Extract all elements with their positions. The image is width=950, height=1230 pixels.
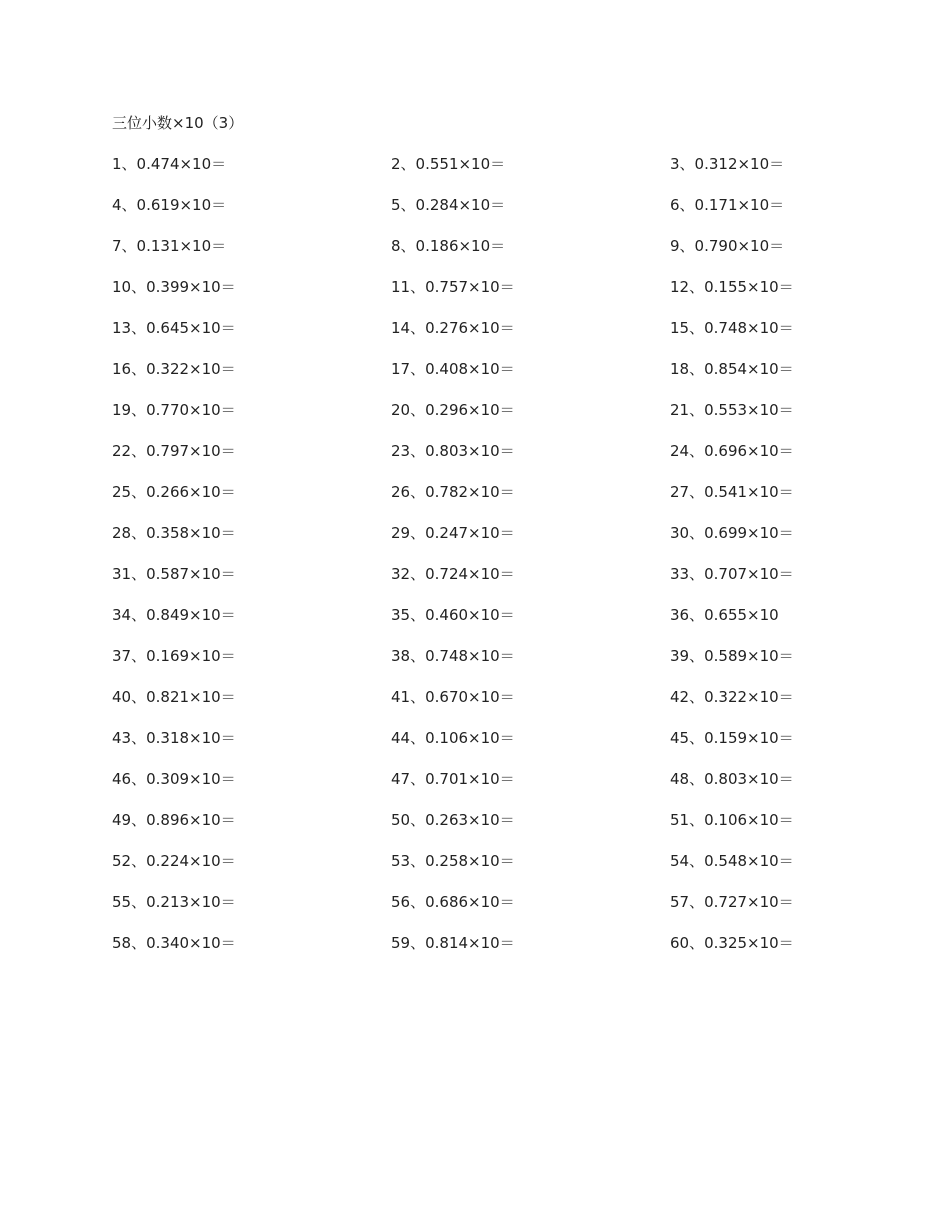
problem-item: 3、0.312×10＝: [670, 155, 785, 173]
problem-item: 13、0.645×10＝: [112, 319, 236, 337]
problem-item: 39、0.589×10＝: [670, 647, 794, 665]
problem-item: 31、0.587×10＝: [112, 565, 236, 583]
problem-item: 38、0.748×10＝: [391, 647, 515, 665]
problem-item: 41、0.670×10＝: [391, 688, 515, 706]
problem-item: 12、0.155×10＝: [670, 278, 794, 296]
problem-item: 32、0.724×10＝: [391, 565, 515, 583]
problem-item: 18、0.854×10＝: [670, 360, 794, 378]
problem-item: 54、0.548×10＝: [670, 852, 794, 870]
problem-item: 11、0.757×10＝: [391, 278, 515, 296]
problem-item: 10、0.399×10＝: [112, 278, 236, 296]
problem-item: 2、0.551×10＝: [391, 155, 506, 173]
problem-item: 33、0.707×10＝: [670, 565, 794, 583]
problem-item: 57、0.727×10＝: [670, 893, 794, 911]
problem-item: 51、0.106×10＝: [670, 811, 794, 829]
worksheet-title: 三位小数×10（3）: [112, 114, 244, 132]
problem-item: 46、0.309×10＝: [112, 770, 236, 788]
problem-item: 28、0.358×10＝: [112, 524, 236, 542]
problem-item: 9、0.790×10＝: [670, 237, 785, 255]
problem-item: 49、0.896×10＝: [112, 811, 236, 829]
problem-item: 29、0.247×10＝: [391, 524, 515, 542]
problem-item: 21、0.553×10＝: [670, 401, 794, 419]
problem-item: 42、0.322×10＝: [670, 688, 794, 706]
problem-item: 44、0.106×10＝: [391, 729, 515, 747]
problem-item: 1、0.474×10＝: [112, 155, 227, 173]
problem-item: 56、0.686×10＝: [391, 893, 515, 911]
problem-item: 36、0.655×10: [670, 606, 779, 624]
problem-item: 26、0.782×10＝: [391, 483, 515, 501]
problem-item: 30、0.699×10＝: [670, 524, 794, 542]
problem-item: 50、0.263×10＝: [391, 811, 515, 829]
problem-item: 60、0.325×10＝: [670, 934, 794, 952]
problem-item: 48、0.803×10＝: [670, 770, 794, 788]
problem-item: 24、0.696×10＝: [670, 442, 794, 460]
problem-item: 23、0.803×10＝: [391, 442, 515, 460]
problem-item: 47、0.701×10＝: [391, 770, 515, 788]
problem-item: 25、0.266×10＝: [112, 483, 236, 501]
problem-item: 15、0.748×10＝: [670, 319, 794, 337]
problem-item: 53、0.258×10＝: [391, 852, 515, 870]
problem-item: 22、0.797×10＝: [112, 442, 236, 460]
problem-item: 59、0.814×10＝: [391, 934, 515, 952]
problem-item: 4、0.619×10＝: [112, 196, 227, 214]
problem-item: 37、0.169×10＝: [112, 647, 236, 665]
problem-item: 14、0.276×10＝: [391, 319, 515, 337]
problem-item: 58、0.340×10＝: [112, 934, 236, 952]
problem-item: 43、0.318×10＝: [112, 729, 236, 747]
problem-item: 34、0.849×10＝: [112, 606, 236, 624]
problem-item: 16、0.322×10＝: [112, 360, 236, 378]
problem-item: 6、0.171×10＝: [670, 196, 785, 214]
problem-item: 5、0.284×10＝: [391, 196, 506, 214]
problem-item: 17、0.408×10＝: [391, 360, 515, 378]
problem-item: 52、0.224×10＝: [112, 852, 236, 870]
problem-item: 55、0.213×10＝: [112, 893, 236, 911]
problem-item: 40、0.821×10＝: [112, 688, 236, 706]
problem-item: 45、0.159×10＝: [670, 729, 794, 747]
problem-item: 7、0.131×10＝: [112, 237, 227, 255]
problem-item: 27、0.541×10＝: [670, 483, 794, 501]
problem-item: 8、0.186×10＝: [391, 237, 506, 255]
problem-item: 19、0.770×10＝: [112, 401, 236, 419]
problem-grid: [112, 154, 870, 974]
problem-item: 35、0.460×10＝: [391, 606, 515, 624]
problem-item: 20、0.296×10＝: [391, 401, 515, 419]
